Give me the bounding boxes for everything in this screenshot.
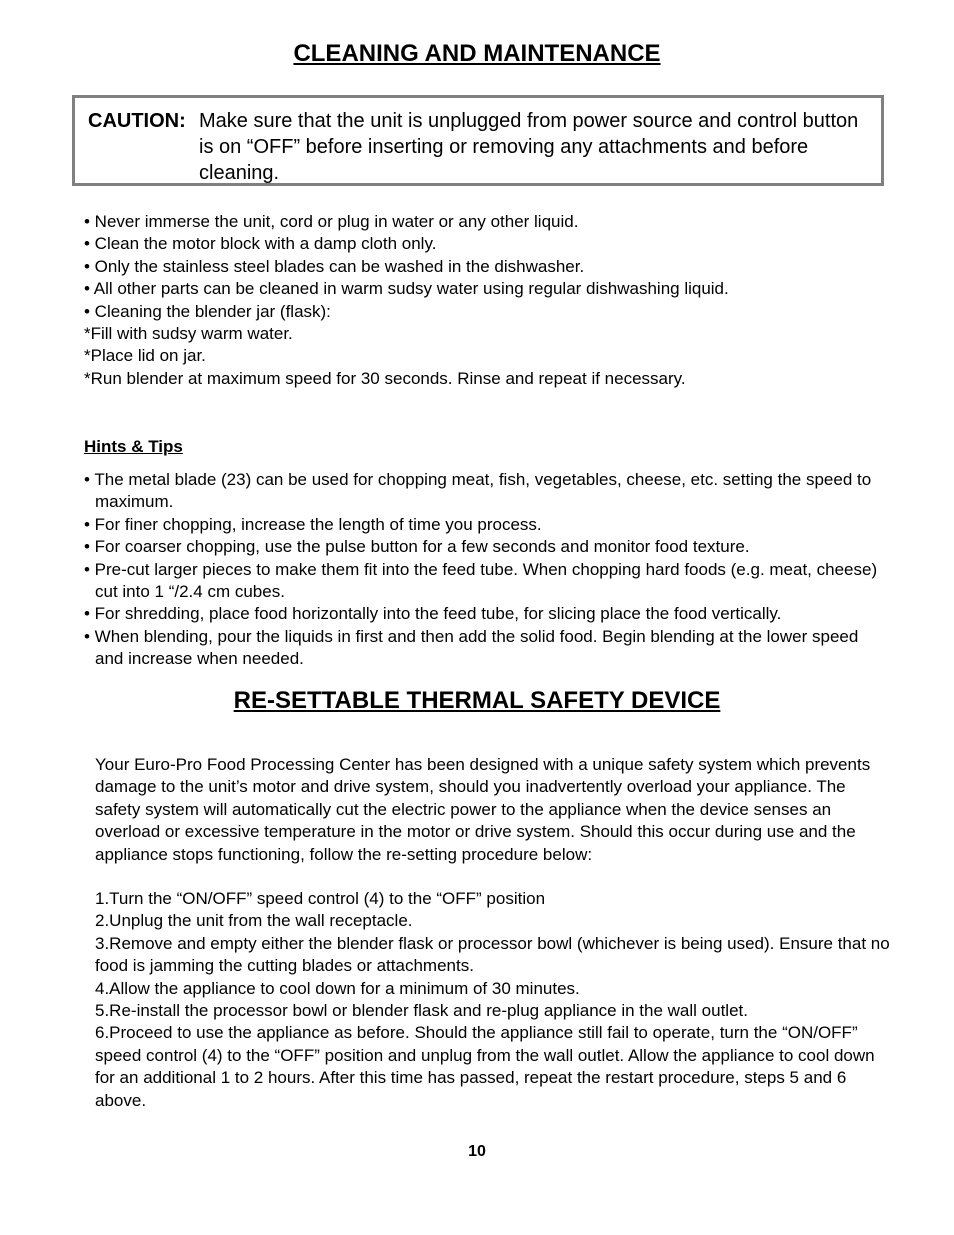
list-item: • The metal blade (23) can be used for chopping meat, fish, vegetables, cheese, etc. setting the speed to maximum. — [84, 470, 872, 512]
list-item: *Fill with sudsy warm water. — [84, 324, 293, 344]
reset-steps — [95, 888, 895, 1112]
list-item: • Cleaning the blender jar (flask): — [84, 301, 331, 321]
section-title-cleaning: CLEANING AND MAINTENANCE — [293, 40, 661, 67]
list-item: *Run blender at maximum speed for 30 seconds. Rinse and repeat if necessary. — [84, 368, 686, 388]
list-item: • For finer chopping, increase the length of time you process. — [84, 514, 542, 534]
step-item: 5.Re-install the processor bowl or blender flask and re-plug appliance in the wall outlet. — [95, 1001, 748, 1021]
caution-label: CAUTION: — [88, 110, 186, 132]
list-item: • Pre-cut larger pieces to make them fit into the feed tube. When chopping hard foods (e.g. meat, cheese) cut into 1 “/2.4 cm cubes. — [84, 559, 878, 602]
section-title-thermal: RE-SETTABLE THERMAL SAFETY DEVICE — [233, 687, 721, 714]
cleaning-list — [84, 211, 729, 390]
step-item: 3.Remove and empty either the blender flask or processor bowl (whichever is being used). Ensure that no food is jamming the cutting blades or attachments. — [95, 933, 890, 976]
list-item: • When blending, pour the liquids in first and then add the solid food. Begin blending at the lower speed and increase when needed. — [84, 626, 859, 669]
caution-box — [72, 95, 884, 186]
list-item: *Place lid on jar. — [84, 346, 206, 366]
thermal-paragraph: Your Euro-Pro Food Processing Center has been designed with a unique safety system which prevents damage to the unit’s motor and drive system, should you inadvertently overload your appliance. The safety system will automatically cut the electric power to the appliance when the device senses an overload or excessive temperature in the motor or drive system. Should this occur during use and the appliance stops functioning, follow the re-setting procedure below: — [95, 755, 871, 864]
list-item: • Never immerse the unit, cord or plug in water or any other liquid. — [84, 212, 579, 231]
step-item: 2.Unplug the unit from the wall receptacle. — [95, 911, 413, 931]
list-item: • Only the stainless steel blades can be washed in the dishwasher. — [84, 256, 585, 276]
step-item: 4.Allow the appliance to cool down for a minimum of 30 minutes. — [95, 978, 580, 998]
step-item: 1.Turn the “ON/OFF” speed control (4) to the “OFF” position — [95, 889, 546, 908]
caution-text: Make sure that the unit is unplugged from power source and control button is on “OFF” before inserting or removing any attachments and before cleaning. — [199, 110, 859, 184]
hints-list — [84, 469, 884, 671]
page-number: 10 — [468, 1143, 486, 1160]
list-item: • All other parts can be cleaned in warm sudsy water using regular dishwashing liquid. — [84, 279, 729, 299]
list-item: • Clean the motor block with a damp cloth only. — [84, 234, 437, 254]
step-item: 6.Proceed to use the appliance as before. Should the appliance still fail to operate, turn the “ON/OFF” speed control (4) to the “OFF” position and unplug from the wall outlet. Allow the appliance to cool down for an additional 1 to 2 hours. After this time has passed, repeat the restart procedure, steps 5 and 6 above. — [95, 1023, 875, 1110]
list-item: • For coarser chopping, use the pulse button for a few seconds and monitor food texture. — [84, 537, 750, 557]
hints-title: Hints & Tips — [84, 437, 183, 456]
list-item: • For shredding, place food horizontally into the feed tube, for slicing place the food vertically. — [84, 604, 782, 624]
